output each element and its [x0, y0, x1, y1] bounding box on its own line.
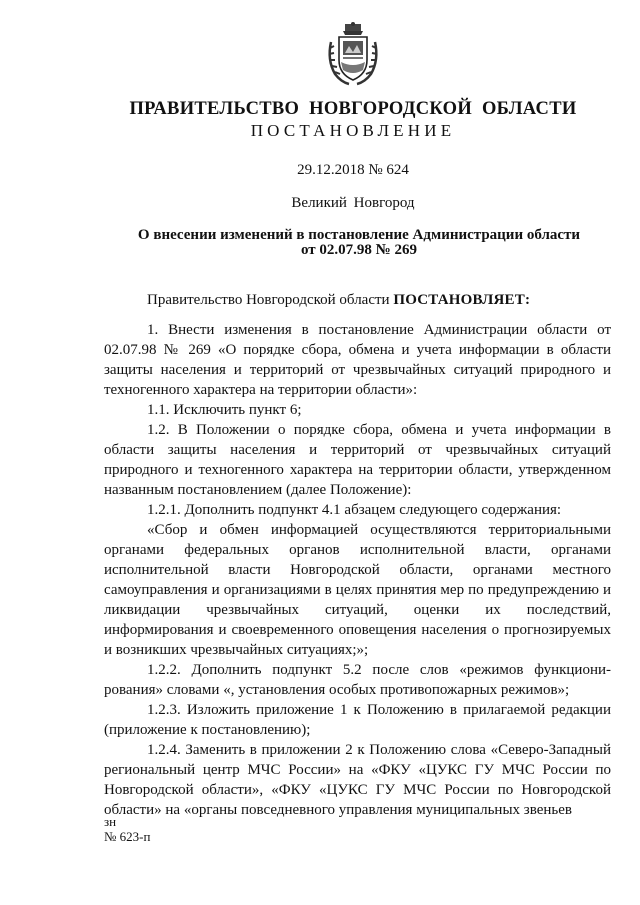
document-body: [104, 290, 611, 820]
draft-number: № 623-п: [104, 829, 151, 844]
lead-keyword: ПОСТАНОВЛЯЕТ:: [393, 292, 531, 308]
coat-of-arms-graphic: [325, 22, 381, 88]
coat-of-arms-icon: [325, 22, 381, 88]
paragraph-1-2-3: 1.2.3. Изложить приложение 1 к Положению в прилагаемой редакции (приложение к постановлению);: [104, 702, 611, 738]
paragraph-1: 1. Внести изменения в постановление Администрации области от 02.07.98 № 269 «О порядке сбора, обмена и учета информации в области защиты населения и территорий от чрезвычайных ситуаций природного и техногенного характера на территории области»:: [104, 322, 611, 398]
paragraph-1-2: 1.2. В Положении о порядке сбора, обмена и учета информации в области защиты населения и территорий от чрезвычайных ситуаций природного и техногенного характера на территории области, утвержденном названным постановлением (далее Положение):: [104, 422, 611, 498]
city-name: Великий Новгород: [291, 195, 415, 211]
executor-initials: зн: [104, 814, 117, 829]
resolution-lead: [104, 290, 611, 310]
organization-title: ПРАВИТЕЛЬСТВО НОВГОРОДСКОЙ ОБЛАСТИ: [129, 99, 577, 119]
paragraph-1-1: 1.1. Исключить пункт 6;: [147, 402, 302, 418]
subject-line-2: от 02.07.98 № 269: [301, 242, 417, 258]
subject-line-1: О внесении изменений в постановление Администрации области: [137, 227, 581, 243]
document-footer: [104, 814, 150, 844]
document-subject: [0, 228, 640, 258]
paragraph-1-2-2: 1.2.2. Дополнить подпункт 5.2 после слов «режимов функциони-рования» словами «, установления особых противопожарных режимов»;: [104, 662, 611, 698]
quoted-paragraph: «Сбор и обмен информацией осуществляются территориальными органами федеральных органов исполнительной власти, органами исполнительной власти Новгородской области, органами местного самоуправления и организациями в целях принятия мер по предупреждению и ликвидации чрезвычайных ситуаций, оценки их последствий, информирования и своевременного оповещения населения о прогнозируемых и возникших чрезвычайных ситуациях;»;: [104, 522, 611, 658]
paragraph-1-2-1: 1.2.1. Дополнить подпункт 4.1 абзацем следующего содержания:: [147, 502, 562, 518]
lead-text: Правительство Новгородской области: [147, 292, 394, 308]
document-type: ПОСТАНОВЛЕНИЕ: [250, 121, 456, 140]
paragraph-1-2-4: 1.2.4. Заменить в приложении 2 к Положению слова «Северо-Западный региональный центр МЧС России» на «ФКУ «ЦУКС ГУ МЧС России по Новгородской области», «ФКУ «ЦУКС ГУ МЧС России по Новгородской области» на «органы повседневного управления муниципальных звеньев: [104, 742, 611, 818]
date-and-number: 29.12.2018 № 624: [297, 162, 409, 178]
